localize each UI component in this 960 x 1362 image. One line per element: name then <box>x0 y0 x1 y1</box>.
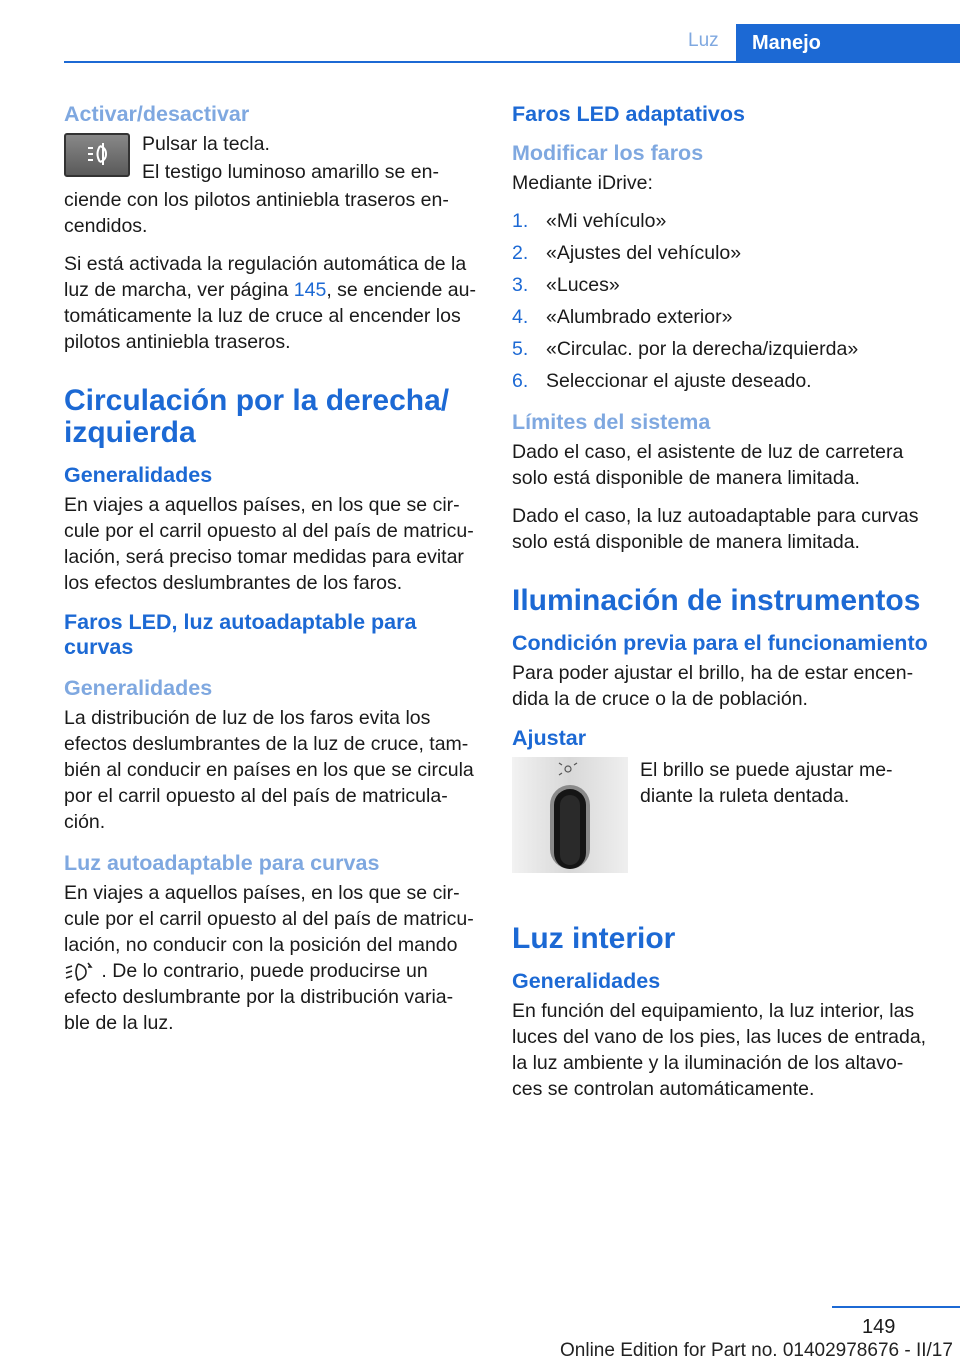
indicator-text: El testigo luminoso amarillo se en- <box>142 161 439 183</box>
heading-condicion: Condición previa para el funcionamiento <box>512 631 928 655</box>
heading-generalidades-2: Generalidades <box>64 676 213 700</box>
heading-faros-adaptativos: Faros LED adaptativos <box>512 102 745 126</box>
headlight-switch-icon <box>64 961 96 983</box>
left-column <box>64 102 476 1048</box>
generalidades-1-text: En viajes a aquellos países, en los que se cir-cule por el carril opuesto al del país de matricu-lación, será preciso tomar medidas para evitar los efectos deslumbrantes de los faros. <box>64 494 474 594</box>
heading-limites: Límites del sistema <box>512 410 711 434</box>
condicion-text: Para poder ajustar el brillo, ha de estar encen-dida la de cruce o la de población. <box>512 662 914 710</box>
list-item: 6. Seleccionar el ajuste deseado. <box>512 370 812 392</box>
header-rule <box>64 61 960 63</box>
idrive-text: Mediante iDrive: <box>512 172 653 194</box>
generalidades-3-text: En función del equipamiento, la luz interior, las luces del vano de los pies, las luces de entrada, la luz ambiente y la iluminación de los altavo-ces se controlan automáticamente. <box>512 1000 927 1100</box>
heading-modificar: Modificar los faros <box>512 141 704 165</box>
list-item: 3. «Luces» <box>512 274 620 296</box>
key-block <box>64 131 476 187</box>
indicator-cont-text: ciende con los pilotos antiniebla traseros en-cendidos. <box>64 189 449 237</box>
generalidades-2-text: La distribución de luz de los faros evita los efectos deslumbrantes de la luz de cruce, tam-bién al conducir en países en los que se circula por el carril opuesto al del país de matricula-ción. <box>64 707 474 833</box>
page-link[interactable]: 145 <box>293 279 327 301</box>
limites-text-1: Dado el caso, el asistente de luz de carretera solo está disponible de manera limitada. <box>512 441 904 489</box>
heading-iluminacion: Iluminación de instrumentos <box>512 584 921 617</box>
press-key-text: Pulsar la tecla. <box>142 133 270 155</box>
list-item: 4. «Alumbrado exterior» <box>512 306 733 328</box>
heading-luz-autoadaptable: Luz autoadaptable para curvas <box>64 851 380 875</box>
auto-regulation-text: Si está activada la regulación automática de la luz de marcha, ver página 145, se enciende au-tomáticamente la luz de cruce al encender los pilotos antiniebla traseros. <box>64 253 476 353</box>
heading-circulacion: Circulación por la derecha/ izquierda <box>64 384 450 449</box>
heading-ajustar: Ajustar <box>512 726 587 750</box>
ajustar-text: El brillo se puede ajustar me-diante la ruleta dentada. <box>640 759 893 807</box>
luz-autoadaptable-text: En viajes a aquellos países, en los que se cir-cule por el carril opuesto al del país de matricu-lación, no conducir con la posición del mando . De lo contrario, puede producirse un efecto deslumbrante por la distribución varia-ble de la luz. <box>64 882 474 1034</box>
heading-generalidades-3: Generalidades <box>512 969 661 993</box>
heading-faros-led: Faros LED, luz autoadaptable para curvas <box>64 610 417 659</box>
heading-activar: Activar/desactivar <box>64 102 250 126</box>
page-number: 149 <box>862 1316 896 1338</box>
header-section: Luz <box>688 30 719 51</box>
right-column <box>512 102 932 1114</box>
list-item: 2. «Ajustes del vehículo» <box>512 242 742 264</box>
limites-text-2: Dado el caso, la luz autoadaptable para curvas solo está disponible de manera limitada. <box>512 505 919 553</box>
heading-generalidades-1: Generalidades <box>64 463 213 487</box>
fog-light-key-icon <box>64 133 130 177</box>
ajustar-block <box>512 757 932 873</box>
heading-luz-interior: Luz interior <box>512 922 676 955</box>
list-item: 5. «Circulac. por la derecha/izquierda» <box>512 338 859 360</box>
list-item: 1. «Mi vehículo» <box>512 210 667 232</box>
steps-list <box>512 208 932 394</box>
edition-text: Online Edition for Part no. 01402978676 - II/17 <box>560 1340 953 1361</box>
thumbwheel-image <box>512 757 628 873</box>
header-chapter-tab: Manejo <box>736 24 960 62</box>
footer-rule <box>832 1306 960 1308</box>
